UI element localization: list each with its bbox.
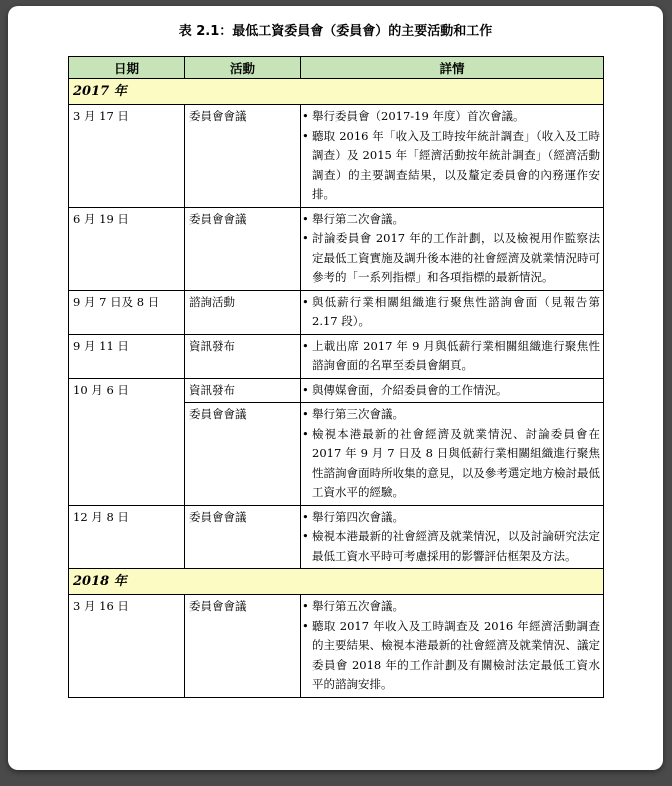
table-row: [69, 595, 604, 698]
detail-item: • 舉行第四次會議。: [303, 508, 600, 528]
details-cell: [301, 378, 604, 403]
header-details: 詳情: [301, 57, 604, 79]
table-row: [69, 505, 604, 569]
table-header-row: [69, 57, 604, 79]
activity-cell: 諮詢活動: [185, 290, 301, 334]
year-label: 2017 年: [69, 79, 604, 105]
table-row: [69, 378, 604, 403]
details-cell: [301, 403, 604, 506]
detail-item: • 與低薪行業相關組織進行聚焦性諮詢會面（見報告第 2.17 段）。: [303, 293, 600, 332]
details-cell: [301, 207, 604, 290]
date-cell: 3 月 16 日: [69, 595, 185, 698]
details-cell: [301, 505, 604, 569]
detail-item: • 檢視本港最新的社會經濟及就業情況，以及討論研究法定最低工資水平時可考慮採用的影響評估框架及方法。: [303, 527, 600, 566]
date-cell: 12 月 8 日: [69, 505, 185, 569]
activity-cell: 資訊發布: [185, 378, 301, 403]
date-cell: 10 月 6 日: [69, 378, 185, 403]
detail-item: • 聽取 2017 年收入及工時調查及 2016 年經濟活動調查的主要結果、檢視本港最新的社會經濟及就業情況、議定委員會 2018 年的工作計劃及有關檢討法定最低工資水平的諮詢安排。: [303, 617, 600, 695]
detail-item: • 舉行第二次會議。: [303, 210, 600, 230]
detail-item: • 舉行第五次會議。: [303, 597, 600, 617]
detail-item: • 檢視本港最新的社會經濟及就業情況、討論委員會在 2017 年 9 月 7 日及 8 日與低薪行業相關組織進行聚焦性諮詢會面時所收集的意見，以及參考選定地方檢討最低工資水平的經驗。: [303, 425, 600, 503]
details-cell: [301, 595, 604, 698]
header-activity: 活動: [185, 57, 301, 79]
date-cell: 9 月 11 日: [69, 334, 185, 378]
date-cell: 6 月 19 日: [69, 207, 185, 290]
year-row: [69, 79, 604, 105]
detail-item: • 討論委員會 2017 年的工作計劃，以及檢視用作監察法定最低工資實施及調升後本港的社會經濟及就業情況時可參考的「一系列指標」和各項指標的最新情況。: [303, 229, 600, 288]
details-cell: [301, 105, 604, 208]
date-cell: 9 月 7 日及 8 日: [69, 290, 185, 334]
activities-table: [68, 56, 604, 698]
activity-cell: 委員會會議: [185, 403, 301, 506]
detail-item: • 舉行委員會（2017-19 年度）首次會議。: [303, 107, 600, 127]
table-row: [69, 207, 604, 290]
table-row: [69, 403, 604, 506]
activity-cell: 資訊發布: [185, 334, 301, 378]
document-page: [8, 6, 663, 770]
year-label: 2018 年: [69, 569, 604, 595]
details-cell: [301, 290, 604, 334]
detail-item: • 與傳媒會面，介紹委員會的工作情況。: [303, 381, 600, 401]
year-row: [69, 569, 604, 595]
table-row: [69, 290, 604, 334]
table-row: [69, 105, 604, 208]
details-cell: [301, 334, 604, 378]
activity-cell: 委員會會議: [185, 595, 301, 698]
date-cell: 3 月 17 日: [69, 105, 185, 208]
detail-item: • 上載出席 2017 年 9 月與低薪行業相關組織進行聚焦性諮詢會面的名單至委員會網頁。: [303, 337, 600, 376]
table-row: [69, 334, 604, 378]
table-title: 表 2.1：最低工資委員會（委員會）的主要活動和工作: [178, 24, 493, 39]
date-cell: [69, 403, 185, 506]
detail-item: • 舉行第三次會議。: [303, 405, 600, 425]
activity-cell: 委員會會議: [185, 207, 301, 290]
header-date: 日期: [69, 57, 185, 79]
activity-cell: 委員會會議: [185, 105, 301, 208]
activity-cell: 委員會會議: [185, 505, 301, 569]
detail-item: • 聽取 2016 年「收入及工時按年統計調查」（收入及工時調查）及 2015 年「經濟活動按年統計調查」（經濟活動調查）的主要調查結果，以及釐定委員會的內務運作安排。: [303, 127, 600, 205]
